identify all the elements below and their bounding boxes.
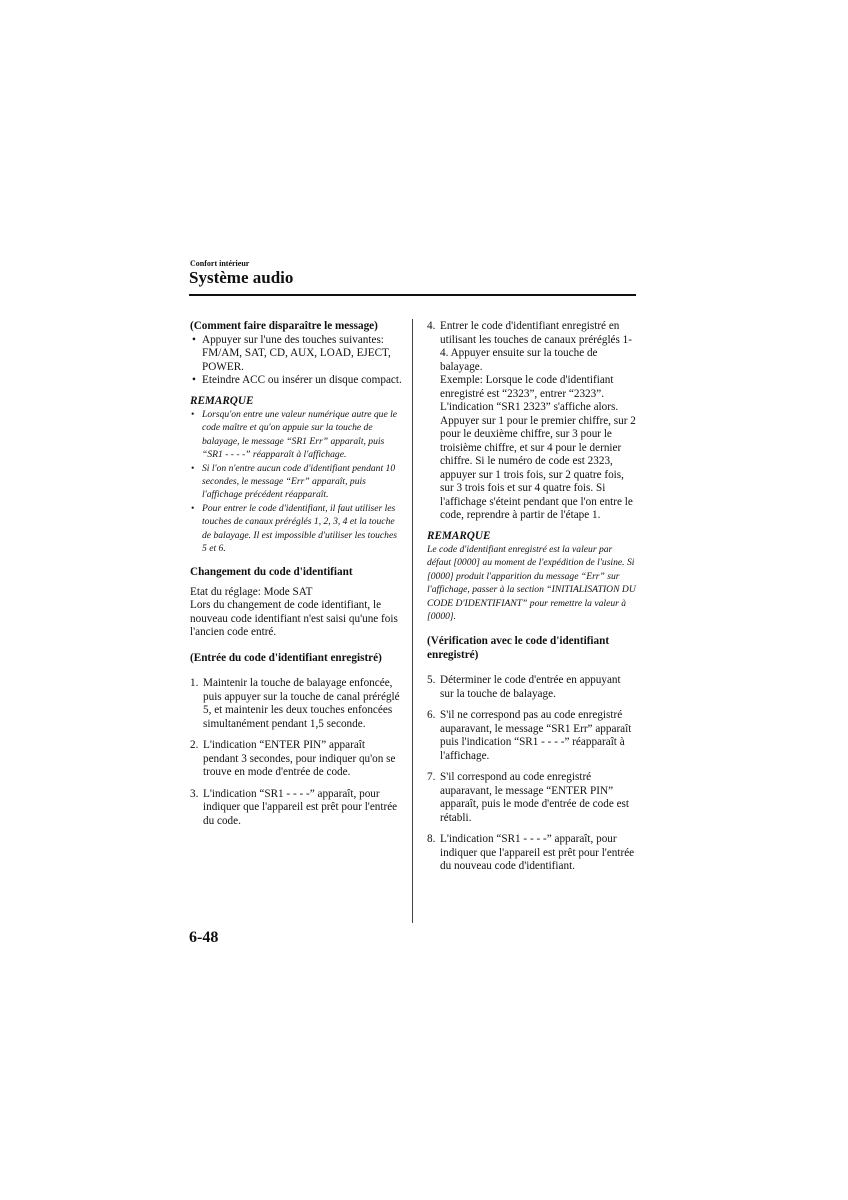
left-column (190, 320, 402, 828)
step-text: S'il correspond au code enregistré auparavant, le message “ENTER PIN” apparaît, puis le mode d'entrée de code est rétabli. (440, 771, 630, 824)
step-text: L'indication “ENTER PIN” apparaît pendant 3 secondes, pour indiquer qu'on se trouve en mode d'entrée de code. (203, 739, 396, 779)
column-divider (412, 319, 413, 923)
step-number: 4. (427, 320, 436, 332)
step-number: 3. (190, 787, 199, 800)
remarque-item: • Si l'on n'entre aucun code d'identifiant pendant 10 secondes, le message “Err” apparaît, puis l'affichage précédent réapparaît. (190, 462, 402, 502)
step-item (427, 674, 637, 701)
step-text: L'indication “SR1 - - - -” apparaît, pour indiquer que l'appareil est prêt pour l'entrée du code. (203, 787, 398, 827)
remarque-title: REMARQUE (427, 529, 491, 542)
step-number: 5. (427, 674, 436, 687)
setting-state: Etat du réglage: Mode SAT (190, 585, 313, 598)
remarque-list (190, 408, 402, 555)
remarque-title: REMARQUE (190, 394, 254, 407)
steps-list-right-a (427, 320, 637, 523)
steps-list-left (190, 677, 402, 828)
step-text: Maintenir la touche de balayage enfoncée, puis appuyer sur la touche de canal préréglé 5, et maintenir les deux touches enfoncées simultanément pendant 1,5 seconde. (203, 677, 400, 730)
right-column (427, 320, 637, 874)
step-item (190, 788, 402, 829)
step-text: Déterminer le code d'entrée en appuyant sur la touche de balayage. (440, 674, 621, 700)
heading-verify-code: (Vérification avec le code d'identifiant enregistré) (427, 635, 610, 661)
step-text: S'il ne correspond pas au code enregistré auparavant, le message “SR1 Err” apparaît puis l'indication “SR1 - - - -” réapparaît à l'affichage. (440, 709, 632, 762)
section-label: Confort intérieur (190, 259, 250, 268)
step-detail: Appuyer sur 1 pour le premier chiffre, sur 2 pour le deuxième chiffre, sur 3 pour le troisième chiffre, et sur 4 pour le dernier chiffre. Si le numéro de code est 2323, appuyer sur 1 trois fois, sur 2 quatre fois, sur 3 trois fois et sur 4 quatre fois. Si l'affichage s'éteint pendant que l'on entre le code, reprendre à partir de l'étape 1. (440, 414, 636, 521)
remarque-item: • Lorsqu'on entre une valeur numérique autre que le code maître et qu'on appuie sur la touche de balayage, le message “SR1 Err” apparaît, puis “SR1 - - - -” réapparaît à l'affichage. (190, 408, 402, 462)
step-text: L'indication “SR1 - - - -” apparaît, pour indiquer que l'appareil est prêt pour l'entrée du nouveau code d'identifiant. (440, 833, 635, 873)
bullet-item: • Eteindre ACC ou insérer un disque compact. (190, 374, 402, 388)
step-example: Exemple: Lorsque le code d'identifiant enregistré est “2323”, entrer “2323”. L'indication “SR1 2323” s'affiche alors. (440, 374, 619, 413)
step-number: 1. (190, 677, 199, 690)
step-number: 8. (427, 833, 436, 846)
step-number: 7. (427, 771, 436, 784)
page-title: Système audio (189, 268, 294, 287)
remarque-item: • Pour entrer le code d'identifiant, il faut utiliser les touches de canaux préréglés 1, 2, 3, 4 et la touche de balayage. Il est impossible d'utiliser les touches 5 et 6. (190, 502, 402, 556)
heading-enter-code: (Entrée du code d'identifiant enregistré) (190, 651, 382, 664)
heading-change-code: Changement du code d'identifiant (190, 566, 353, 579)
step-item (190, 677, 402, 731)
step-text: Entrer le code d'identifiant enregistré en utilisant les touches de canaux préréglés 1-4. Appuyer ensuite sur la touche de balayage. (440, 320, 632, 373)
page-number: 6-48 (189, 929, 219, 946)
step-item (427, 320, 637, 523)
step-item (427, 833, 637, 874)
remarque-text: Le code d'identifiant enregistré est la valeur par défaut [0000] au moment de l'expédition de l'usine. Si [0000] produit l'apparition du message “Err” sur l'affichage, passer à la section “INITIALISATION DU CODE D'IDENTIFIANT” pour remettre la valeur à [0000]. (427, 544, 636, 623)
title-rule (189, 294, 636, 296)
hide-message-bullets (190, 334, 402, 388)
bullet-item: • Appuyer sur l'une des touches suivantes: FM/AM, SAT, CD, AUX, LOAD, EJECT, POWER. (190, 334, 402, 375)
step-item (427, 709, 637, 763)
heading-hide-message: (Comment faire disparaître le message) (190, 320, 378, 332)
steps-list-right-b (427, 674, 637, 874)
step-number: 6. (427, 709, 436, 722)
step-item (190, 739, 402, 780)
step-number: 2. (190, 739, 199, 752)
step-item (427, 771, 637, 825)
change-code-description: Lors du changement de code identifiant, le nouveau code identifiant n'est saisi qu'une fois l'ancien code entré. (190, 599, 398, 639)
